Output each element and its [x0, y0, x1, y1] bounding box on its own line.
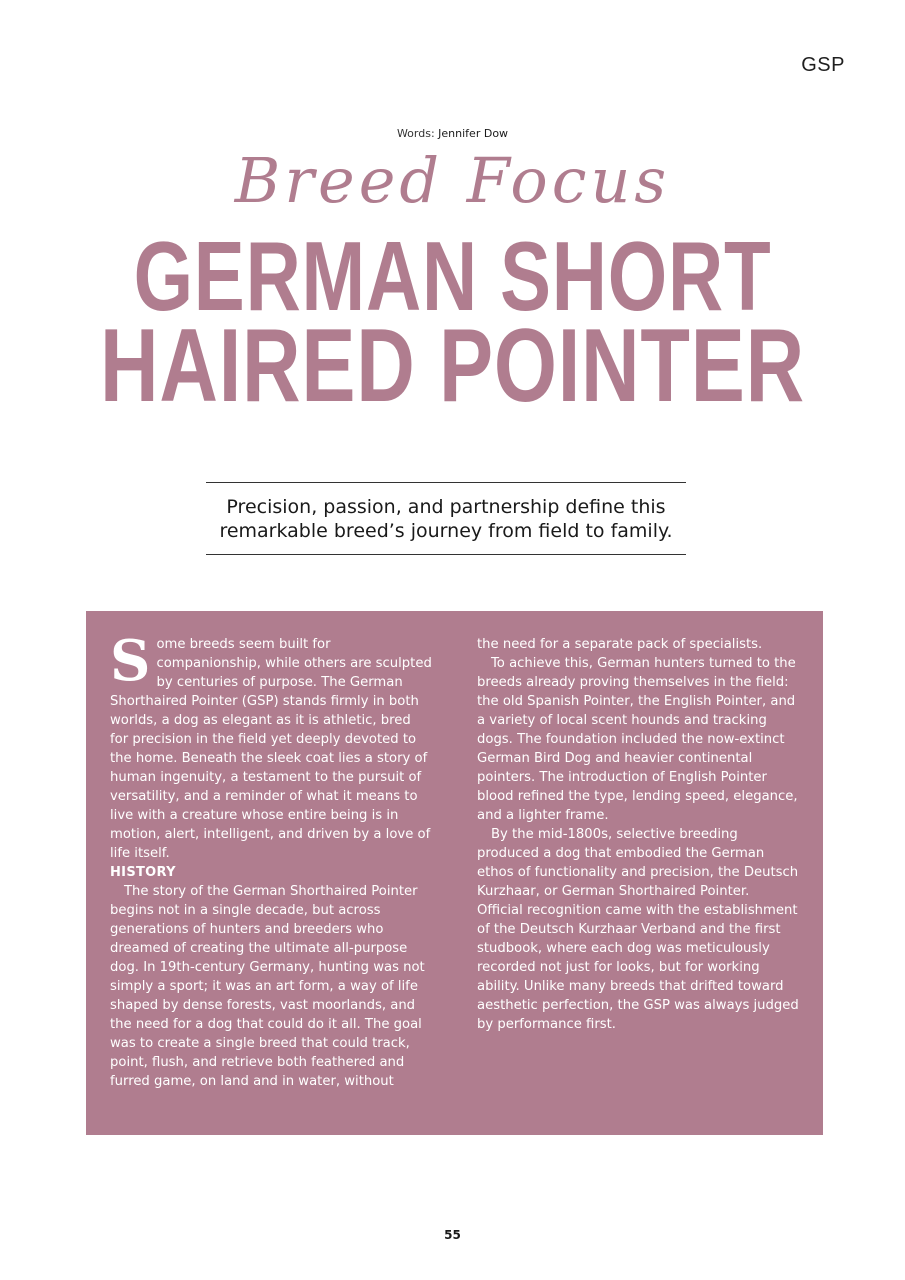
intro-text: ome breeds seem built for companionship, while others are sculpted by centuries of purpose. The German Shorthaired Pointer (GSP) stands firmly in both worlds, a dog as elegant as it is athletic, bred for precision in the field yet deeply devoted to the home. Beneath the sleek coat lies a story of human ingenuity, a testament to the pursuit of versatility, and a reminder of what it means to live with a creature whose entire being is in motion, alert, intelligent, and driven by a love of life itself. [110, 637, 432, 861]
article-columns [110, 628, 799, 1091]
drop-cap: S [110, 628, 151, 694]
article-column-1 [110, 628, 432, 1091]
history-paragraph-2: To achieve this, German hunters turned to the breeds already proving themselves in the field: the old Spanish Pointer, the English Pointer, and a variety of local scent hounds and tracking dogs. The foundation included the now-extinct German Bird Dog and heavier continental pointers. The introduction of English Pointer blood refined the type, lending speed, elegance, and a lighter frame. [477, 656, 798, 823]
main-title-line-1: GERMAN SHORT [133, 221, 772, 331]
byline [0, 127, 905, 140]
standfirst-line-1: Precision, passion, and partnership define this [226, 496, 666, 518]
standfirst-line-2: remarkable breed’s journey from field to family. [219, 520, 673, 542]
byline-author: Jennifer Dow [438, 127, 509, 140]
main-title-line-2: HAIRED POINTER [100, 308, 805, 425]
section-tag: GSP [801, 54, 845, 76]
page-number: 55 [444, 1228, 461, 1242]
history-paragraph-1: The story of the German Shorthaired Pointer begins not in a single decade, but across generations of hunters and breeders who dreamed of creating the ultimate all-purpose dog. In 19th-century Germany, hunting was not simply a sport; it was an art form, a way of life shaped by dense forests, vast moorlands, and the need for a dog that could do it all. The goal was to create a single breed that could track, point, flush, and retrieve both feathered and furred game, on land and in water, without [110, 884, 425, 1089]
history-paragraph-1-continued: the need for a separate pack of specialists. [477, 637, 763, 652]
script-title: Breed Focus [234, 144, 671, 217]
article-column-2 [477, 635, 799, 1091]
history-heading: HISTORY [110, 865, 176, 880]
byline-label: Words: [396, 127, 435, 140]
main-title [0, 221, 905, 425]
article-panel [86, 611, 823, 1135]
history-paragraph-3: By the mid-1800s, selective breeding produced a dog that embodied the German ethos of functionality and precision, the Deutsch Kurzhaar, or German Shorthaired Pointer. Official recognition came with the establishment of the Deutsch Kurzhaar Verband and the first studbook, where each dog was meticulously recorded not just for looks, but for working ability. Unlike many breeds that drifted toward aesthetic perfection, the GSP was always judged by performance first. [477, 827, 799, 1032]
standfirst [206, 482, 686, 555]
intro-paragraph [110, 628, 432, 863]
